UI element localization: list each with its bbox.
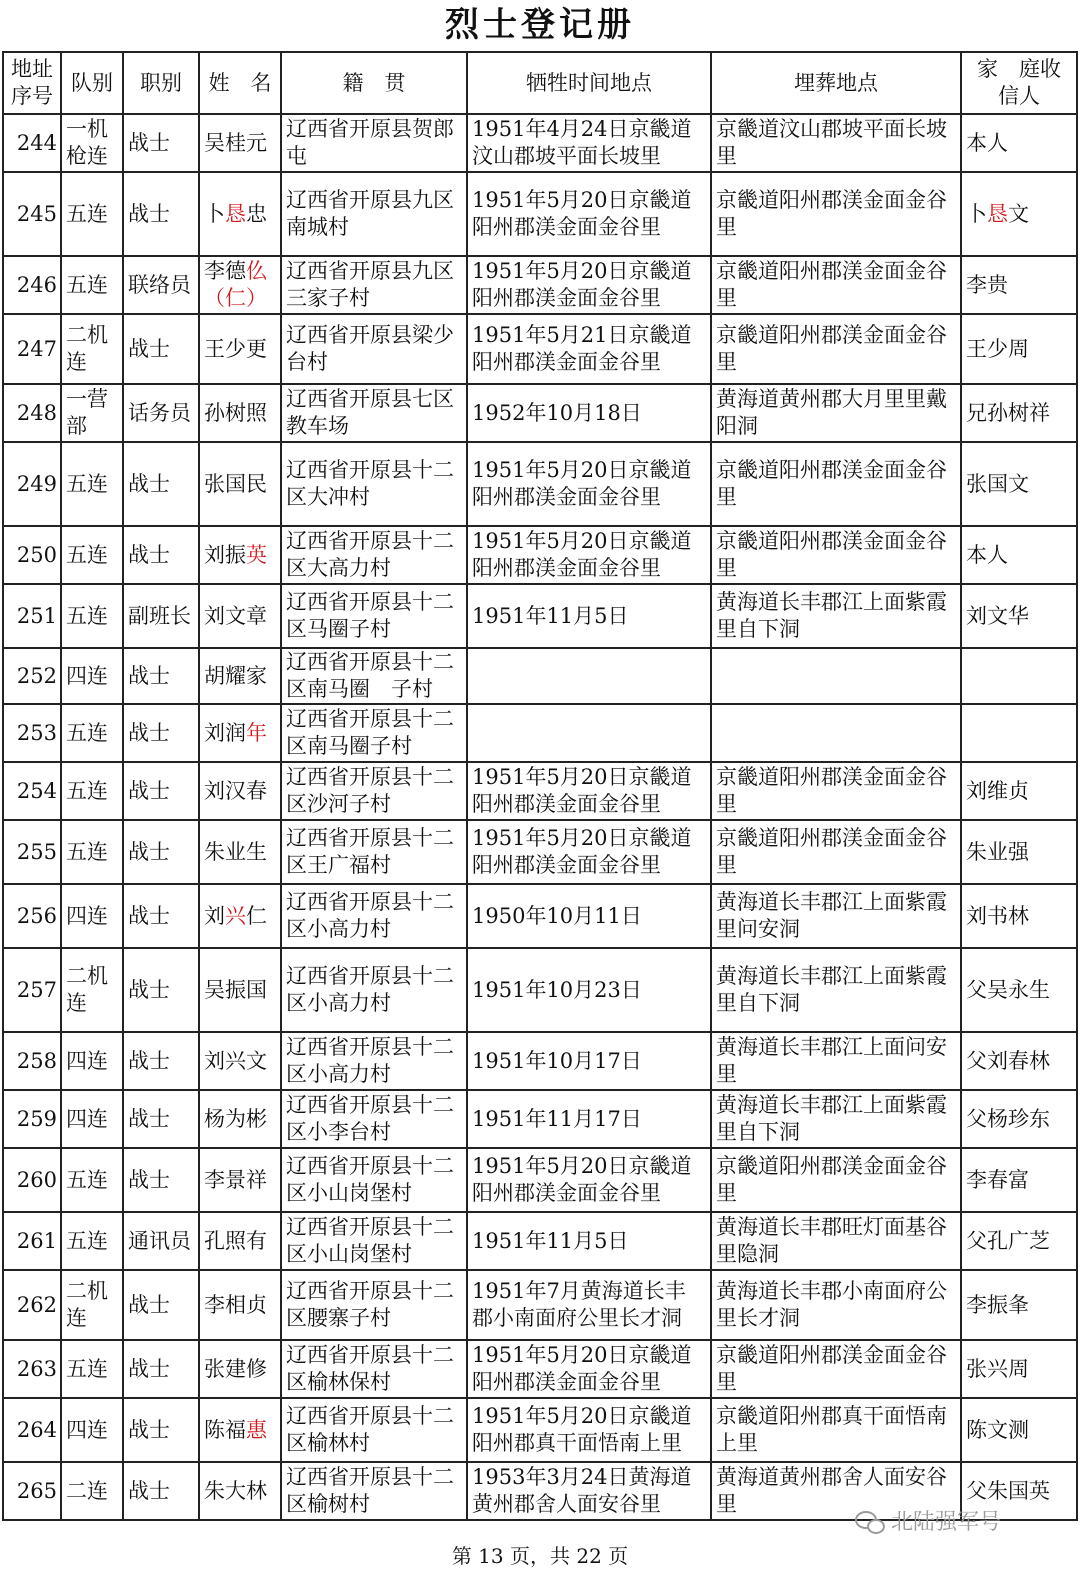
cell-seq: 247 (3, 314, 61, 384)
cell-name (199, 442, 281, 526)
cell-post: 联络员 (123, 256, 199, 314)
cell-family-part: 李振夆 (966, 1292, 1029, 1317)
cell-seq: 245 (3, 172, 61, 256)
cell-name-part: 刘振 (204, 542, 246, 567)
table-row (3, 948, 1077, 1032)
cell-family (961, 114, 1077, 172)
cell-burial: 黄海道长丰郡江上面紫霞里问安洞 (711, 884, 961, 948)
cell-seq: 252 (3, 648, 61, 704)
cell-death: 1951年4月24日京畿道汶山郡坡平面长坡里 (467, 114, 711, 172)
header-origin: 籍 贯 (281, 52, 467, 114)
cell-seq: 248 (3, 384, 61, 442)
cell-name-part: 张国民 (204, 471, 267, 496)
cell-burial: 京畿道阳州郡渼金面金谷里 (711, 1340, 961, 1398)
cell-team: 五连 (61, 820, 123, 884)
cell-name (199, 172, 281, 256)
table-row (3, 762, 1077, 820)
cell-origin: 辽西省开原县十二区小山岗堡村 (281, 1212, 467, 1270)
cell-death (467, 704, 711, 762)
cell-name (199, 762, 281, 820)
cell-origin: 辽西省开原县十二区榆树村 (281, 1462, 467, 1520)
cell-post: 战士 (123, 1398, 199, 1462)
cell-name (199, 820, 281, 884)
cell-seq: 257 (3, 948, 61, 1032)
cell-name-part: 李景祥 (204, 1167, 267, 1192)
cell-family-part: 父杨珍东 (966, 1106, 1050, 1131)
table-row (3, 820, 1077, 884)
cell-origin: 辽西省开原县十二区沙河子村 (281, 762, 467, 820)
cell-origin: 辽西省开原县十二区王广福村 (281, 820, 467, 884)
cell-family (961, 1270, 1077, 1340)
cell-burial: 黄海道黄州郡舍人面安谷里 (711, 1462, 961, 1520)
cell-team: 一机枪连 (61, 114, 123, 172)
cell-family (961, 820, 1077, 884)
cell-family-part: 陈文测 (966, 1417, 1029, 1442)
cell-name-part: 陈福 (204, 1417, 246, 1442)
cell-family (961, 884, 1077, 948)
cell-burial: 京畿道阳州郡渼金面金谷里 (711, 256, 961, 314)
cell-family-part: 李贵 (966, 272, 1008, 297)
cell-name-part: 英 (246, 542, 267, 567)
cell-name-part: 李相贞 (204, 1292, 267, 1317)
cell-death: 1951年11月5日 (467, 1212, 711, 1270)
table-body (3, 114, 1077, 1520)
page-title: 烈士登记册 (445, 5, 635, 45)
cell-death: 1951年11月17日 (467, 1090, 711, 1148)
cell-family (961, 1090, 1077, 1148)
cell-origin: 辽西省开原县十二区南马圈子村 (281, 704, 467, 762)
cell-seq: 251 (3, 584, 61, 648)
cell-origin: 辽西省开原县十二区小高力村 (281, 884, 467, 948)
cell-burial: 黄海道长丰郡小南面府公里长才洞 (711, 1270, 961, 1340)
cell-death: 1951年5月20日京畿道阳州郡渼金面金谷里 (467, 442, 711, 526)
cell-seq: 258 (3, 1032, 61, 1090)
cell-seq: 244 (3, 114, 61, 172)
cell-family-part: 张兴周 (966, 1356, 1029, 1381)
cell-name-part: 忠 (246, 201, 267, 226)
cell-name (199, 704, 281, 762)
cell-post: 战士 (123, 442, 199, 526)
cell-seq: 256 (3, 884, 61, 948)
cell-post: 战士 (123, 1340, 199, 1398)
cell-burial (711, 648, 961, 704)
cell-name-part: 仁 (246, 903, 267, 928)
cell-death: 1951年10月17日 (467, 1032, 711, 1090)
cell-post: 战士 (123, 1270, 199, 1340)
cell-burial: 京畿道阳州郡渼金面金谷里 (711, 820, 961, 884)
cell-death: 1951年11月5日 (467, 584, 711, 648)
cell-death: 1951年5月21日京畿道阳州郡渼金面金谷里 (467, 314, 711, 384)
cell-name-part: 张建修 (204, 1356, 267, 1381)
cell-family-part: 王少周 (966, 336, 1029, 361)
cell-family-part: 张国文 (966, 471, 1029, 496)
cell-team: 二连 (61, 1462, 123, 1520)
cell-team: 四连 (61, 884, 123, 948)
cell-name-part: 刘兴文 (204, 1048, 267, 1073)
cell-family (961, 1398, 1077, 1462)
cell-family-part: 父朱国英 (966, 1478, 1050, 1503)
cell-team: 五连 (61, 1340, 123, 1398)
cell-post: 战士 (123, 314, 199, 384)
cell-name-part: 刘润 (204, 720, 246, 745)
cell-family-part: 朱业强 (966, 839, 1029, 864)
cell-family-part: 刘文华 (966, 603, 1029, 628)
cell-post: 战士 (123, 172, 199, 256)
cell-name (199, 1270, 281, 1340)
cell-death: 1951年10月23日 (467, 948, 711, 1032)
cell-family (961, 1148, 1077, 1212)
header-family: 家 庭收信人 (961, 52, 1077, 114)
cell-origin: 辽西省开原县梁少台村 (281, 314, 467, 384)
cell-family (961, 648, 1077, 704)
cell-team: 二机连 (61, 1270, 123, 1340)
cell-seq: 246 (3, 256, 61, 314)
cell-name (199, 314, 281, 384)
cell-burial: 京畿道阳州郡渼金面金谷里 (711, 314, 961, 384)
cell-post: 战士 (123, 1032, 199, 1090)
cell-death: 1950年10月11日 (467, 884, 711, 948)
cell-name (199, 526, 281, 584)
table-row (3, 1090, 1077, 1148)
cell-post: 战士 (123, 704, 199, 762)
cell-family-part: 恳 (987, 201, 1008, 226)
cell-name (199, 1032, 281, 1090)
cell-death: 1951年5月20日京畿道阳州郡真干面悟南上里 (467, 1398, 711, 1462)
cell-seq: 261 (3, 1212, 61, 1270)
table-row (3, 442, 1077, 526)
cell-post: 战士 (123, 114, 199, 172)
table-row (3, 526, 1077, 584)
header-team: 队别 (61, 52, 123, 114)
cell-name (199, 1148, 281, 1212)
cell-burial: 京畿道阳州郡真干面悟南上里 (711, 1398, 961, 1462)
cell-origin: 辽西省开原县贺郎屯 (281, 114, 467, 172)
cell-team: 五连 (61, 762, 123, 820)
cell-team: 一营部 (61, 384, 123, 442)
cell-team: 四连 (61, 1090, 123, 1148)
cell-name (199, 384, 281, 442)
cell-origin: 辽西省开原县十二区大冲村 (281, 442, 467, 526)
cell-origin: 辽西省开原县十二区小山岗堡村 (281, 1148, 467, 1212)
cell-name-part: 孔照有 (204, 1228, 267, 1253)
cell-name (199, 1340, 281, 1398)
cell-burial: 黄海道长丰郡江上面问安里 (711, 1032, 961, 1090)
cell-burial: 黄海道长丰郡江上面紫霞里自下洞 (711, 584, 961, 648)
cell-burial: 黄海道长丰郡江上面紫霞里自下洞 (711, 1090, 961, 1148)
cell-name (199, 948, 281, 1032)
cell-name (199, 114, 281, 172)
table-row (3, 1148, 1077, 1212)
header-post: 职别 (123, 52, 199, 114)
cell-death (467, 648, 711, 704)
cell-origin: 辽西省开原县七区教车场 (281, 384, 467, 442)
cell-origin: 辽西省开原县十二区马圈子村 (281, 584, 467, 648)
table-row (3, 256, 1077, 314)
cell-death: 1951年5月20日京畿道阳州郡渼金面金谷里 (467, 256, 711, 314)
cell-origin: 辽西省开原县十二区小高力村 (281, 1032, 467, 1090)
header-death: 牺牲时间地点 (467, 52, 711, 114)
cell-family-part: 父孔广芝 (966, 1228, 1050, 1253)
cell-name-part: 吴振国 (204, 977, 267, 1002)
table-row (3, 1340, 1077, 1398)
cell-seq: 262 (3, 1270, 61, 1340)
cell-name-part: 王少更 (204, 336, 267, 361)
cell-burial: 京畿道阳州郡渼金面金谷里 (711, 442, 961, 526)
cell-post: 战士 (123, 526, 199, 584)
watermark (855, 1505, 1001, 1536)
header-burial: 埋葬地点 (711, 52, 961, 114)
table-row (3, 1032, 1077, 1090)
cell-family (961, 442, 1077, 526)
cell-team: 四连 (61, 1032, 123, 1090)
cell-origin: 辽西省开原县十二区小高力村 (281, 948, 467, 1032)
cell-team: 五连 (61, 584, 123, 648)
cell-origin: 辽西省开原县九区三家子村 (281, 256, 467, 314)
cell-name-part: 年 (246, 720, 267, 745)
cell-death: 1953年3月24日黄海道黄州郡舍人面安谷里 (467, 1462, 711, 1520)
cell-family (961, 704, 1077, 762)
table-row (3, 884, 1077, 948)
table-row (3, 314, 1077, 384)
cell-name-part: 杨为彬 (204, 1106, 267, 1131)
cell-burial: 黄海道黄州郡大月里里戴阳洞 (711, 384, 961, 442)
cell-post: 战士 (123, 884, 199, 948)
cell-seq: 263 (3, 1340, 61, 1398)
cell-team: 五连 (61, 256, 123, 314)
cell-name-part: 朱大林 (204, 1478, 267, 1503)
cell-name-part: 刘 (204, 903, 225, 928)
cell-seq: 255 (3, 820, 61, 884)
cell-seq: 259 (3, 1090, 61, 1148)
cell-name (199, 256, 281, 314)
table-row (3, 1212, 1077, 1270)
cell-post: 话务员 (123, 384, 199, 442)
cell-seq: 253 (3, 704, 61, 762)
cell-origin: 辽西省开原县九区南城村 (281, 172, 467, 256)
cell-name-part: 孙树照 (204, 400, 267, 425)
cell-family (961, 584, 1077, 648)
cell-team: 五连 (61, 1148, 123, 1212)
cell-origin: 辽西省开原县十二区南马圈 子村 (281, 648, 467, 704)
cell-family (961, 762, 1077, 820)
cell-name (199, 1090, 281, 1148)
cell-family (961, 1212, 1077, 1270)
cell-name-part: 刘文章 (204, 603, 267, 628)
cell-family-part: 卜 (966, 201, 987, 226)
cell-family (961, 172, 1077, 256)
cell-post: 战士 (123, 1462, 199, 1520)
cell-family-part: 文 (1008, 201, 1029, 226)
cell-burial: 京畿道阳州郡渼金面金谷里 (711, 1148, 961, 1212)
cell-name-part: 仫（仁） (204, 259, 267, 310)
cell-burial: 京畿道汶山郡坡平面长坡里 (711, 114, 961, 172)
cell-family-part: 李春富 (966, 1167, 1029, 1192)
cell-burial: 京畿道阳州郡渼金面金谷里 (711, 526, 961, 584)
cell-seq: 264 (3, 1398, 61, 1462)
cell-burial: 黄海道长丰郡江上面紫霞里自下洞 (711, 948, 961, 1032)
cell-name (199, 584, 281, 648)
table-row (3, 704, 1077, 762)
cell-post: 战士 (123, 1148, 199, 1212)
cell-family-part: 本人 (966, 130, 1008, 155)
page-footer: 第 13 页，共 22 页 (451, 1544, 629, 1568)
cell-post: 战士 (123, 648, 199, 704)
table-row (3, 172, 1077, 256)
cell-death: 1951年5月20日京畿道阳州郡渼金面金谷里 (467, 1340, 711, 1398)
cell-seq: 250 (3, 526, 61, 584)
cell-family-part: 父吴永生 (966, 977, 1050, 1002)
wechat-icon (855, 1510, 885, 1532)
cell-family-part: 兄孙树祥 (966, 400, 1050, 425)
cell-team: 五连 (61, 442, 123, 526)
table-row (3, 384, 1077, 442)
cell-team: 五连 (61, 1212, 123, 1270)
cell-death: 1951年5月20日京畿道阳州郡渼金面金谷里 (467, 820, 711, 884)
cell-family (961, 948, 1077, 1032)
cell-family-part: 刘维贞 (966, 778, 1029, 803)
cell-team: 四连 (61, 1398, 123, 1462)
cell-post: 战士 (123, 1090, 199, 1148)
cell-death: 1951年5月20日京畿道阳州郡渼金面金谷里 (467, 526, 711, 584)
cell-seq: 265 (3, 1462, 61, 1520)
cell-name-part: 胡耀家 (204, 663, 267, 688)
cell-family-part: 本人 (966, 542, 1008, 567)
cell-family-part: 刘书林 (966, 903, 1029, 928)
cell-origin: 辽西省开原县十二区榆林保村 (281, 1340, 467, 1398)
cell-name-part: 兴 (225, 903, 246, 928)
cell-post: 战士 (123, 762, 199, 820)
cell-burial: 京畿道阳州郡渼金面金谷里 (711, 172, 961, 256)
cell-death: 1951年5月20日京畿道阳州郡渼金面金谷里 (467, 172, 711, 256)
table-row (3, 1270, 1077, 1340)
cell-origin: 辽西省开原县十二区腰寨子村 (281, 1270, 467, 1340)
cell-name-part: 吴桂元 (204, 130, 267, 155)
cell-name (199, 1398, 281, 1462)
cell-team: 四连 (61, 648, 123, 704)
cell-family-part: 父刘春林 (966, 1048, 1050, 1073)
cell-team: 二机连 (61, 314, 123, 384)
table-row (3, 114, 1077, 172)
cell-family (961, 1032, 1077, 1090)
cell-name-part: 刘汉春 (204, 778, 267, 803)
cell-origin: 辽西省开原县十二区大高力村 (281, 526, 467, 584)
cell-team: 五连 (61, 172, 123, 256)
header-seq: 地址序号 (3, 52, 61, 114)
cell-death: 1951年5月20日京畿道阳州郡渼金面金谷里 (467, 762, 711, 820)
cell-name-part: 朱业生 (204, 839, 267, 864)
cell-name-part: 惠 (246, 1417, 267, 1442)
watermark-text: 北陆强军号 (891, 1510, 1002, 1535)
cell-name-part: 卜 (204, 201, 225, 226)
cell-name-part: 李德 (204, 259, 246, 283)
cell-origin: 辽西省开原县十二区小李台村 (281, 1090, 467, 1148)
cell-seq: 260 (3, 1148, 61, 1212)
cell-name (199, 648, 281, 704)
cell-post: 战士 (123, 820, 199, 884)
cell-burial: 黄海道长丰郡旺灯面基谷里隐洞 (711, 1212, 961, 1270)
cell-family (961, 1340, 1077, 1398)
cell-death: 1952年10月18日 (467, 384, 711, 442)
cell-origin: 辽西省开原县十二区榆林村 (281, 1398, 467, 1462)
cell-death: 1951年5月20日京畿道阳州郡渼金面金谷里 (467, 1148, 711, 1212)
cell-family (961, 314, 1077, 384)
table-row (3, 584, 1077, 648)
cell-name-part: 恳 (225, 201, 246, 226)
cell-team: 五连 (61, 526, 123, 584)
cell-death: 1951年7月黄海道长丰郡小南面府公里长才洞 (467, 1270, 711, 1340)
cell-name (199, 1212, 281, 1270)
cell-seq: 254 (3, 762, 61, 820)
header-name: 姓 名 (199, 52, 281, 114)
cell-team: 二机连 (61, 948, 123, 1032)
cell-name (199, 884, 281, 948)
cell-seq: 249 (3, 442, 61, 526)
cell-family (961, 256, 1077, 314)
cell-burial: 京畿道阳州郡渼金面金谷里 (711, 762, 961, 820)
header-row (3, 52, 1077, 114)
cell-post: 通讯员 (123, 1212, 199, 1270)
cell-burial (711, 704, 961, 762)
martyrs-register-table (2, 51, 1078, 1521)
table-row (3, 648, 1077, 704)
cell-family (961, 526, 1077, 584)
cell-post: 战士 (123, 948, 199, 1032)
cell-family (961, 384, 1077, 442)
cell-post: 副班长 (123, 584, 199, 648)
cell-team: 五连 (61, 704, 123, 762)
table-row (3, 1398, 1077, 1462)
cell-name (199, 1462, 281, 1520)
